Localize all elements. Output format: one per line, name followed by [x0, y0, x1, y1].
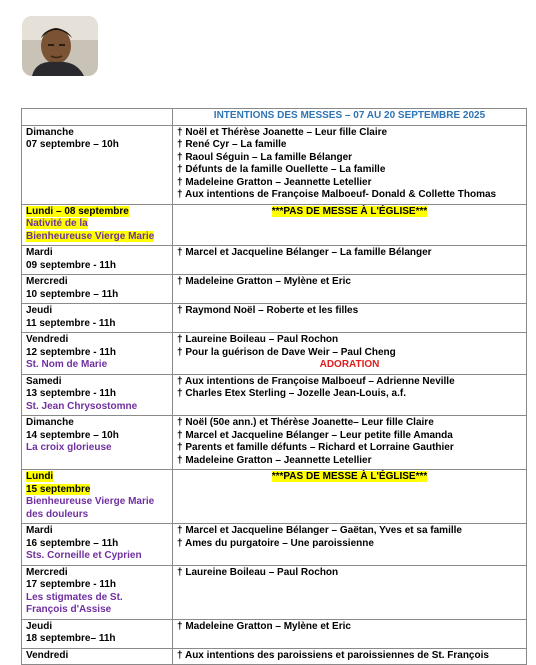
- intentions-cell: [173, 648, 527, 665]
- day-cell: [22, 304, 173, 333]
- day-line: 13 septembre - 11h: [26, 388, 117, 399]
- table-row: [22, 470, 527, 524]
- intention-line: † Laureine Boileau – Paul Rochon: [177, 566, 339, 578]
- day-line: 18 septembre– 11h: [26, 633, 116, 644]
- day-cell: [22, 416, 173, 470]
- table-row: [22, 374, 527, 416]
- intention-line: † Noël et Thérèse Joanette – Leur fille Claire: [177, 126, 388, 138]
- day-line: [26, 218, 168, 231]
- day-line: [26, 484, 168, 497]
- table-row: [22, 565, 527, 619]
- intention-line: † Madeleine Gratton – Jeannette Letellier: [177, 454, 372, 466]
- day-line: 10 septembre – 11h: [26, 288, 119, 300]
- table-row: [22, 275, 527, 304]
- day-line: [26, 206, 168, 219]
- intentions-cell: [173, 524, 527, 566]
- intentions-cell: [173, 565, 527, 619]
- intention-line: † Marcel et Jacqueline Bélanger – Leur petite fille Amanda: [177, 429, 453, 441]
- day-line: Mardi: [26, 247, 53, 258]
- day-line: Vendredi: [26, 334, 69, 345]
- day-line: Les stigmates de St.: [26, 591, 123, 603]
- no-mass-notice-text: ***PAS DE MESSE À L'ÉGLISE***: [271, 205, 428, 217]
- day-cell: [22, 204, 173, 246]
- intentions-cell: [173, 275, 527, 304]
- intention-line: † Défunts de la famille Ouellette – La famille: [177, 164, 386, 175]
- intentions-cell: [173, 204, 527, 246]
- day-line: St. Nom de Marie: [26, 359, 108, 370]
- intentions-cell: [173, 619, 527, 648]
- day-line: [26, 231, 168, 244]
- day-line: [26, 471, 168, 484]
- intention-line: † Pour la guérison de Dave Weir – Paul Cheng: [177, 346, 396, 358]
- table-title: INTENTIONS DES MESSES – 07 AU 20 SEPTEMBRE 2025: [173, 109, 527, 126]
- adoration-label: ADORATION: [319, 359, 380, 370]
- day-cell: [22, 275, 173, 304]
- highlighted-text: 15 septembre: [26, 483, 91, 495]
- day-line: Mercredi: [26, 566, 68, 578]
- intention-line: † René Cyr – La famille: [177, 139, 287, 150]
- day-line: St. Jean Chrysostomne: [26, 400, 138, 412]
- priest-photo: [22, 16, 98, 76]
- table-row: [22, 619, 527, 648]
- intention-line: † Aux intentions de Françoise Malboeuf- Donald & Collette Thomas: [177, 189, 497, 200]
- day-line: Bienheureuse Vierge Marie: [26, 496, 155, 507]
- intention-line: † Raymond Noël – Roberte et les filles: [177, 305, 359, 316]
- intention-line: † Ames du purgatoire – Une paroissienne: [177, 537, 374, 549]
- no-mass-notice: [177, 471, 522, 484]
- table-row: [22, 304, 527, 333]
- day-line: Dimanche: [26, 126, 74, 138]
- intentions-cell: [173, 125, 527, 204]
- intention-line: † Madeleine Gratton – Mylène et Eric: [177, 276, 351, 287]
- intention-line: † Parents et famille défunts – Richard et Lorraine Gauthier: [177, 442, 454, 453]
- table-row: [22, 125, 527, 204]
- day-line: Samedi: [26, 375, 62, 387]
- day-line: Sts. Corneille et Cyprien: [26, 550, 142, 561]
- intentions-cell: [173, 333, 527, 375]
- day-line: Jeudi: [26, 620, 53, 632]
- highlighted-text: Nativité de la: [26, 218, 88, 229]
- intentions-cell: [173, 374, 527, 416]
- day-line: Dimanche: [26, 417, 74, 428]
- table-row: [22, 246, 527, 275]
- day-cell: [22, 565, 173, 619]
- mass-intentions-table: [21, 108, 527, 665]
- intention-line: † Laureine Boileau – Paul Rochon: [177, 334, 339, 345]
- day-cell: [22, 125, 173, 204]
- intentions-cell: [173, 246, 527, 275]
- intention-line: † Marcel et Jacqueline Bélanger – Gaëtan, Yves et sa famille: [177, 525, 462, 536]
- highlighted-text: Bienheureuse Vierge Marie: [26, 230, 155, 242]
- day-line: La croix glorieuse: [26, 442, 112, 453]
- day-line: François d'Assise: [26, 604, 112, 615]
- highlighted-text: Lundi: [26, 471, 54, 482]
- highlighted-text: Lundi – 08 septembre: [26, 205, 129, 217]
- intention-line: † Marcel et Jacqueline Bélanger – La famille Bélanger: [177, 247, 432, 258]
- table-row: [22, 648, 527, 665]
- no-mass-notice-text: ***PAS DE MESSE À L'ÉGLISE***: [271, 471, 428, 482]
- intention-line: † Aux intentions des paroissiens et paroissiennes de St. François: [177, 649, 489, 661]
- day-line: Jeudi: [26, 305, 53, 316]
- header-empty-cell: [22, 109, 173, 126]
- day-cell: [22, 524, 173, 566]
- day-line: 07 septembre – 10h: [26, 139, 119, 150]
- day-line: 11 septembre - 11h: [26, 317, 116, 329]
- intention-line: † Aux intentions de Françoise Malboeuf – Adrienne Neville: [177, 375, 455, 387]
- intention-line: † Noël (50e ann.) et Thérèse Joanette– Leur fille Claire: [177, 417, 434, 428]
- table-row: [22, 416, 527, 470]
- day-cell: [22, 246, 173, 275]
- no-mass-notice: [177, 206, 522, 219]
- intentions-cell: [173, 470, 527, 524]
- intention-line: † Madeleine Gratton – Mylène et Eric: [177, 620, 351, 632]
- day-line: Mardi: [26, 525, 53, 536]
- day-line: des douleurs: [26, 508, 89, 520]
- intention-line: † Charles Etex Sterling – Jozelle Jean-Louis, a.f.: [177, 388, 406, 399]
- day-line: 17 septembre - 11h: [26, 579, 117, 590]
- day-line: Vendredi: [26, 649, 69, 661]
- table-header-row: [22, 109, 527, 126]
- day-line: 16 septembre – 11h: [26, 537, 119, 549]
- intentions-cell: [173, 416, 527, 470]
- day-cell: [22, 333, 173, 375]
- intention-line: † Madeleine Gratton – Jeannette Letellier: [177, 176, 372, 188]
- day-cell: [22, 648, 173, 665]
- day-line: Mercredi: [26, 276, 68, 287]
- intention-line: † Raoul Séguin – La famille Bélanger: [177, 151, 353, 163]
- intentions-cell: [173, 304, 527, 333]
- table-row: [22, 204, 527, 246]
- day-cell: [22, 619, 173, 648]
- day-cell: [22, 470, 173, 524]
- day-line: 14 septembre – 10h: [26, 429, 119, 441]
- day-cell: [22, 374, 173, 416]
- day-line: 12 septembre - 11h: [26, 346, 117, 358]
- day-line: 09 septembre - 11h: [26, 259, 117, 271]
- table-row: [22, 333, 527, 375]
- table-row: [22, 524, 527, 566]
